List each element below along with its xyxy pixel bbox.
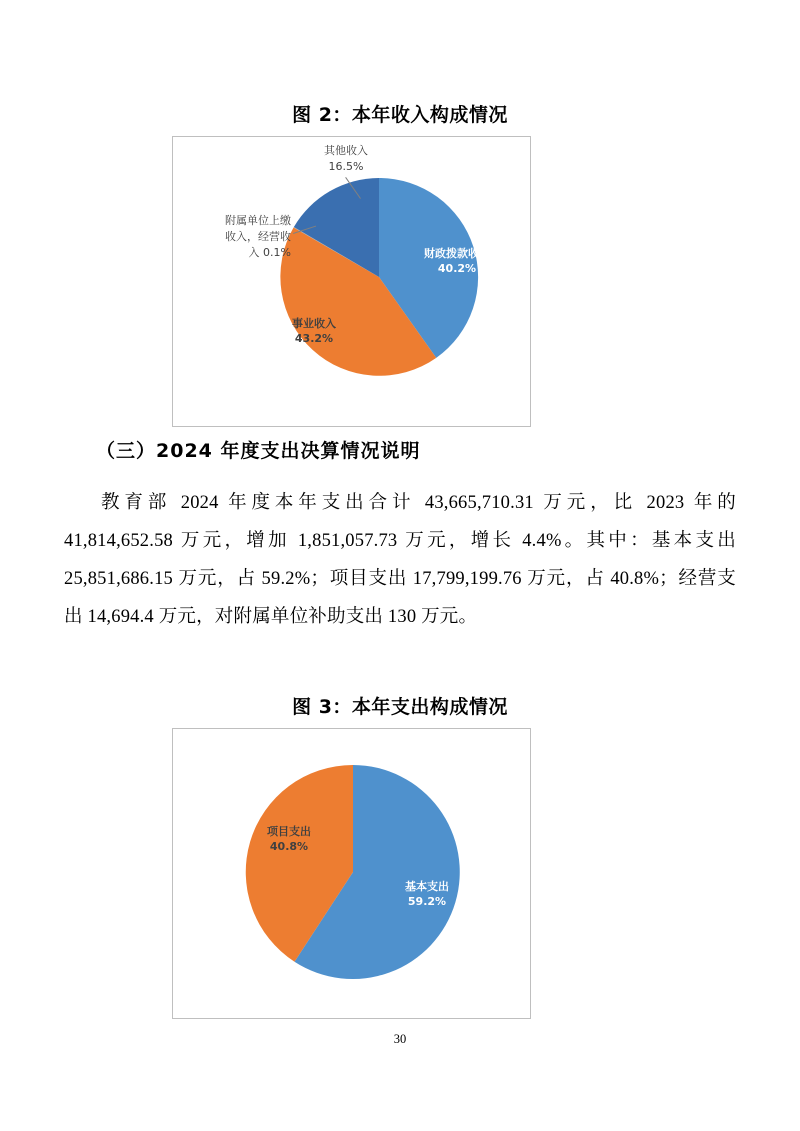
figure3-label-project-pct: 40.8% — [269, 839, 309, 853]
figure2-label-subsidiary-income-text3: 入 0.1% — [248, 245, 291, 259]
figure2-label-other-income-text: 其他收入 — [324, 144, 368, 157]
figure2-label-other-income-pct: 16.5% — [328, 159, 364, 173]
figure2-label-business-income-text: 事业收入 — [292, 317, 336, 330]
figure2-label-business-income — [269, 317, 359, 347]
figure2-pie — [173, 137, 530, 426]
figure3-label-basic-expenditure — [379, 880, 475, 910]
figure2-chart-frame — [172, 136, 531, 427]
figure2-pie-svg — [173, 137, 528, 424]
figure2-label-subsidiary-income-text1: 附属单位上缴 — [225, 214, 291, 227]
figure3-label-basic-pct: 59.2% — [407, 894, 447, 908]
figure3-label-project-text: 项目支出 — [267, 825, 311, 838]
figure2-caption: 图 2：本年收入构成情况 — [292, 104, 508, 126]
figure3-pie — [173, 729, 530, 1018]
figure2-label-other-income — [281, 143, 411, 175]
figure2-label-fiscal-income — [411, 247, 503, 277]
figure2-label-business-income-pct: 43.2% — [294, 331, 334, 345]
figure3-caption: 图 3：本年支出构成情况 — [292, 696, 508, 718]
figure3-pie-svg — [173, 729, 528, 1016]
figure3-label-project-expenditure — [243, 825, 335, 855]
page-number: 30 — [393, 1032, 407, 1046]
figure3-label-basic-text: 基本支出 — [405, 880, 449, 893]
figure2-label-subsidiary-income-text2: 收入，经营收 — [225, 229, 291, 243]
section-paragraph: 教育部 2024 年度本年支出合计 43,665,710.31 万元，比 2023 年的 41,814,652.58 万元，增加 1,851,057.73 万元，增长 4.4%。其中：基本支出 25,851,686.15 万元，占 59.2%；项目支出 17,799,199.76 万元，占 40.8%；经营支出 14,694.4 万元，对附属单位补助支出 130 万元。 — [64, 493, 736, 627]
figure2-label-subsidiary-income — [181, 213, 291, 261]
figure3-chart-frame — [172, 728, 531, 1019]
section-heading: （三）2024 年度支出决算情况说明 — [96, 440, 421, 462]
figure2-label-fiscal-income-pct: 40.2% — [437, 261, 477, 275]
figure2-label-fiscal-income-text: 财政拨款收入 — [424, 247, 490, 260]
